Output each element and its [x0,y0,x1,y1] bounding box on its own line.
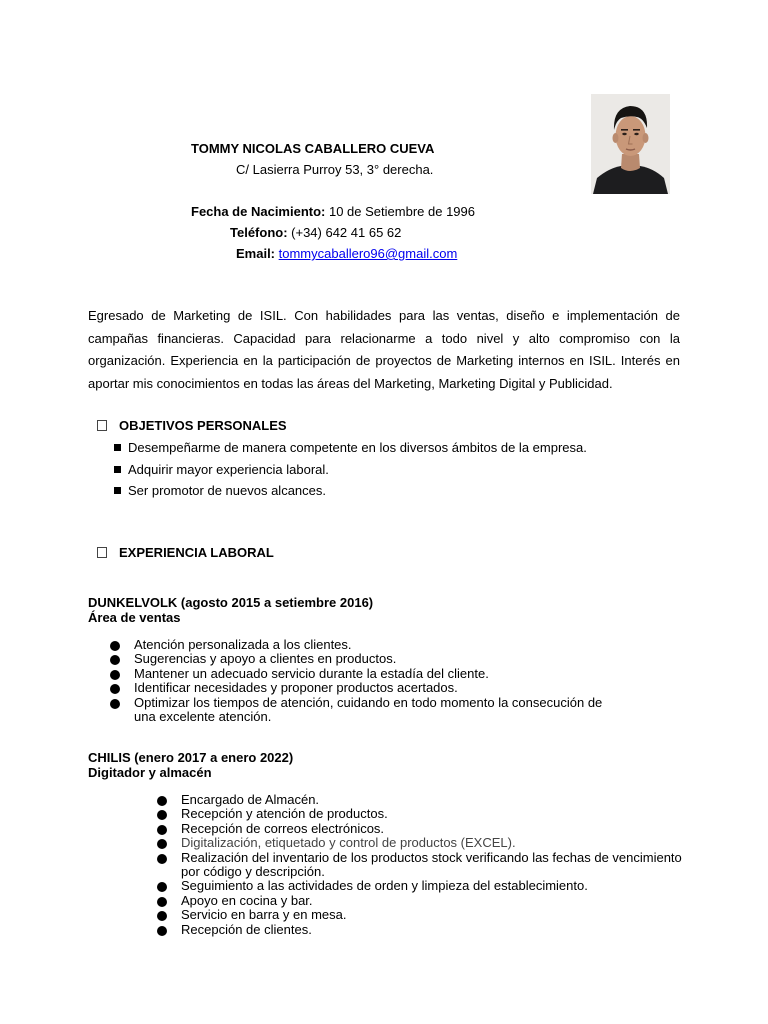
list-item: Encargado de Almacén. [157,793,687,807]
square-bullet-icon [114,466,121,473]
list-item: Optimizar los tiempos de atención, cuidando en todo momento la consecución de una excelente atención. [110,696,624,725]
candidate-name: TOMMY NICOLAS CABALLERO CUEVA [191,141,435,156]
list-item: Recepción de clientes. [157,923,687,937]
list-item [114,462,587,484]
objective-text: Ser promotor de nuevos alcances. [128,483,326,498]
list-item: Recepción y atención de productos. [157,807,687,821]
job-company: DUNKELVOLK (agosto 2015 a setiembre 2016) [88,595,374,610]
experience-heading-text: EXPERIENCIA LABORAL [119,545,274,560]
list-item: Mantener un adecuado servicio durante la estadía del cliente. [110,667,640,681]
objectives-list [114,440,587,505]
square-bullet-icon [114,444,121,451]
dob-label: Fecha de Nacimiento: [191,204,326,219]
email-link[interactable]: tommycaballero96@gmail.com [278,246,458,261]
address: C/ Lasierra Purroy 53, 3° derecha. [236,162,434,177]
job-header-dunkelvolk [88,596,373,625]
job-duties-list [157,793,687,937]
objective-text: Adquirir mayor experiencia laboral. [128,461,329,477]
list-item: Sugerencias y apoyo a clientes en productos. [110,652,640,666]
square-bullet-icon [114,487,121,494]
dob-value: 10 de Setiembre de 1996 [325,204,475,219]
experience-heading [119,545,274,560]
phone [230,225,401,240]
email [236,246,457,261]
job-role: Digitador y almacén [88,764,212,780]
section-marker-icon [97,547,107,558]
job-duties-list [110,638,640,724]
phone-value: (+34) 642 41 65 62 [287,225,402,240]
list-item: Realización del inventario de los productos stock verificando las fechas de vencimiento por código y descripción. [157,851,687,880]
list-item: Servicio en barra y en mesa. [157,908,687,922]
date-of-birth [191,204,475,219]
job-role: Área de ventas [88,609,181,625]
objectives-heading-text: OBJETIVOS PERSONALES [119,418,287,433]
email-label: Email: [236,246,276,261]
list-item: Digitalización, etiquetado y control de productos (EXCEL). [157,836,687,850]
list-item: Identificar necesidades y proponer productos acertados. [110,681,640,695]
job-header-chilis [88,751,293,780]
objective-text: Desempeñarme de manera competente en los diversos ámbitos de la empresa. [128,440,587,455]
portrait-illustration [591,94,670,194]
profile-photo [591,94,670,194]
list-item [114,440,587,462]
list-item: Seguimiento a las actividades de orden y limpieza del establecimiento. [157,879,687,893]
list-item: Recepción de correos electrónicos. [157,822,687,836]
list-item: Apoyo en cocina y bar. [157,894,687,908]
phone-label: Teléfono: [230,225,288,240]
objectives-heading [119,418,287,433]
list-item: Atención personalizada a los clientes. [110,638,640,652]
list-item [114,483,587,505]
professional-summary: Egresado de Marketing de ISIL. Con habilidades para las ventas, diseño e implementación de campañas financieras. Capacidad para relacionarme a todo nivel y alto compromiso con la organización. Experiencia en la participación de proyectos de Marketing internos en ISIL. Interés en aportar mis conocimientos en todas las áreas del Marketing, Marketing Digital y Publicidad. [88,308,680,391]
job-company: CHILIS (enero 2017 a enero 2022) [88,750,294,765]
section-marker-icon [97,420,107,431]
